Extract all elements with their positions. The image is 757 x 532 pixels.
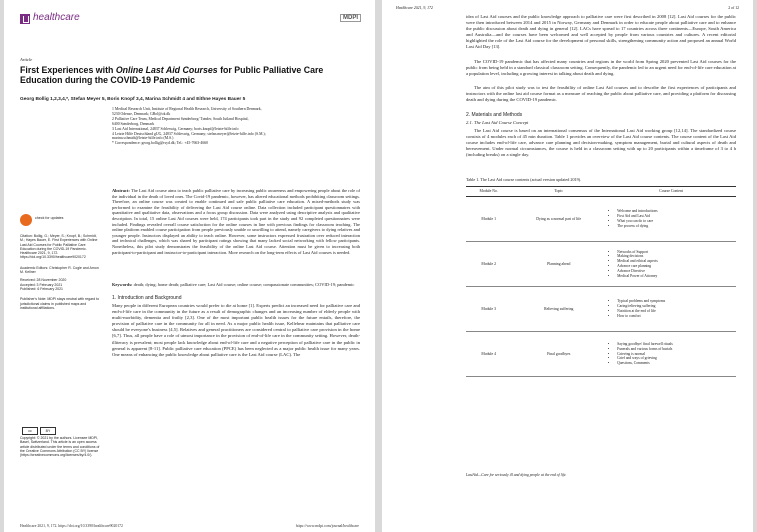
footer-doi[interactable]: Healthcare 2021, 9, 172. https://doi.org/10.3390/healthcare9020172 (20, 524, 123, 528)
citation: Citation: Bollig, G.; Meyer, S.; Knopf, B.; Schmidt, M.; Hayes Bauer, E. First Experiences with Online Last Aid Courses for Public Palliative Care Education during the COVID-19 Pandemic. Healthcare 2021, 9, 172. https://doi.org/10.3390/healthcare9020172 (20, 234, 98, 260)
abstract: Abstract: The Last Aid course aims to teach public palliative care by increasing public awareness and empowering people about the role of the individual in the death of loved ones. The Covid-19 pandemic, however, has altered educational methods prohibiting classroom settings. Therefore, an online course was created to enable continued and safe public palliative care education. A mixed-methods study was performed to examine the feasibility of delivering the Last Aid course online. Data collection included participant questionnaires with quantitative and qualitative data, observations and a focus group discussion. Data were analyzed using descriptive analysis and qualitative description. In total, 15 online Last Aid courses were held, 174 participants took part in the study and 92 completed questionnaires were included. Findings revealed overall course satisfaction for the online courses in line with previous findings for classroom teaching. The online platform enabled course participation from people previously unable or unwilling to attend, namely caregivers to dying relatives and younger people. Instructors displayed an ability to teach online. However, some instructors expressed frustration over reduced interaction and technical challenges, which was shared by participant ratings showing that many lacked social networking with fellow participants. Nonetheless, this pilot study demonstrates the feasibility of the online Last Aid course. Attention must be given to increasing both participant-to-participant and instructor-to-participant interaction. More research on the long-term effects of Last Aid courses is needed. (112, 188, 360, 255)
publisher-note: Publisher's Note: MDPI stays neutral with regard to jurisdictional claims in published maps and institutional affiliations. (20, 297, 100, 310)
concept-text: The Last Aid course is based on an international consensus of the International Last Aid working group [12,14]. The standardized course consists of 4 modules each of 45 min duration. Table 1 provides an overview of the Last Aid course contents. The course content of the Last Aid course includes end-of-life care, advance care planning and decision-making, symptom management, burial and cultural aspects of death and bereavement. Under normal circumstances, the course is held in a classroom setting with up to 20 participants within a timeframe of 3 to 4 h (including breaks) on a single day. (466, 128, 736, 158)
received-date: Received: 28 November 2020 (20, 278, 67, 283)
page-footer (20, 524, 359, 528)
col-header-module: Module No. (466, 187, 511, 197)
published-date: Published: 6 February 2021 (20, 286, 63, 291)
table-header-row (466, 187, 736, 197)
page-1 (4, 0, 375, 532)
article-title: First Experiences with Online Last Aid Courses for Public Palliative Care Education during the COVID-19 Pandemic (20, 65, 324, 86)
cc-icon: cc (22, 427, 38, 435)
col-header-content: Course Content (606, 187, 736, 197)
paragraph-3: The aim of this pilot study was to test the feasibility of online Last Aid courses and to describe the first experiences of participants and instructors with the online last aid course format as a measure of reaching the public about palliative care, and providing a platform for discussing death and dying during the COVID-19 pandemic. (466, 85, 736, 103)
table-row: Module 3 Relieving suffering • Typical problems and symptoms • Caring/relieving suffering • Nutrition at the end of life • How to comfort (466, 287, 736, 332)
license-badge[interactable] (22, 427, 56, 435)
table-row: Module 1 Dying as a normal part of life • Welcome and introductions • First Aid and Last Aid • What you can do to care • The process of dying (466, 197, 736, 242)
footer-url[interactable]: https://www.mdpi.com/journal/healthcare (295, 524, 359, 528)
journal-logo-icon (20, 14, 30, 24)
section-heading-intro: 1. Introduction and Background (112, 295, 182, 301)
check-updates-label[interactable]: check for updates (35, 216, 64, 220)
authors: Georg Bollig 1,2,3,4,*, Stefan Meyer 5, Boris Knopf 3,4, Marina Schmidt 4 and Eithne Hayes Bauer 5 (20, 97, 246, 102)
table-caption: Table 1. The Last Aid course contents (actual version updated 2019). (466, 177, 582, 182)
table-row: Module 4 Final goodbyes • Saying goodbye/ final farewell rituals • Funerals and various forms of burials • Grieving is normal • Grief and ways of grieving • Questions, Comments (466, 332, 736, 377)
running-head: Healthcare 2021, 9, 172 (396, 6, 433, 10)
check-updates-icon[interactable] (20, 214, 32, 226)
academic-editors: Academic Editors: Christopher R. Cogle and Arnon M. Kellner (20, 265, 99, 275)
intro-text: Many people in different European countries would prefer to die at home [1]. Experts predict an increased need for palliative care and end-of-life care in the community in the future as a result of demographic changes and an increasing number of elderly people with multi-morbidity, dementia and frailty [2,3]. One of the most important public health issues for the future entails, therefore, the provision of palliative care in the community for all in need. As a major public health issue, Kellehear maintains that palliative care should be everyone's business [4,5]. Relatives and general practitioners are considered central to palliative care provision in the home [6,7]. Thus, all people have a role of utmost importance in the provision of end-of-life care in the community setting. However, death-illiteracy is prevalent; most people lack knowledge about end-of-life care and a negative perception of palliative care in the public in general is apparent [8-11]. Public palliative care education (PPCE) has been neglected as a major public health issue for many years. One means of enhancing the public knowledge about palliative care is the Last Aid course (LAC). The (112, 303, 360, 357)
article-sidebar (20, 234, 100, 310)
paragraph-2: The COVID-19 pandemic that has affected many countries and regions in the world from Spring 2020 prevented Last Aid courses for the public from being held in a standard classical classroom setting. Consequently, the pandemic led to an urgent need for end-of-life care education at a population level, including a growing interest in talking about death and dying. (466, 59, 736, 77)
accepted-date: Accepted: 3 February 2021 (20, 282, 63, 287)
course-contents-table (466, 186, 736, 377)
journal-name: healthcare (33, 12, 80, 23)
keywords: Keywords: death; dying; home death; palliative care; Last Aid course; online course; compassionate communities; COVID-19; pandemic (112, 282, 355, 287)
paragraph-1: idea of Last Aid courses and the public knowledge approach to palliative care were first described in 2008 [12]. Last Aid courses for the public were then introduced between 2014 and 2015 in Norway, Germany and Denmark in order to educate people about palliative care and to enhance the public discussion about death and dying in general [12]. LACs have spread to 17 countries across three continents—Europe, South America and Australia—and the courses have been welcomed and well accepted by people from various countries and cultures. A recent editorial highlighted the role of the Last Aid course for the development of personal skills, strengthening community action and proposed an annual World Last Aid Day [13]. (466, 14, 736, 50)
publisher-logo: MDPI (340, 14, 361, 22)
article-type: Article (20, 57, 33, 62)
table-footnote: LastAid—Care for seriously ill and dying people at the end of life. (466, 473, 567, 477)
page-number: 2 of 12 (728, 6, 739, 10)
copyright: Copyright: © 2021 by the authors. Licensee MDPI, Basel, Switzerland. This article is an open access article distributed under the terms and conditions of the Creative Commons Attribution (CC BY) license (https://creativecommons.org/licenses/by/4.0/). (20, 436, 100, 458)
section-heading-methods: 2. Materials and Methods (466, 112, 523, 118)
subsection-heading-concept: 2.1. The Last Aid Course Concept (466, 120, 529, 125)
affiliations: 1 Medical Research Unit, Institute of Regional Health Research, University of Southern Denmark, 5230 Odense, Denmark; GBol@ok.dk 2 Palliative Care Team, Medical Department Sønderborg/ Tønder, South Jutland Hospital, 6400 Sønderborg, Denmark 3 Last Aid International, 24837 Schleswig, Germany; boris.knopf@letzte-hilfe.info 4 Letzte Hilfe Deutschland gUG, 24837 Schleswig, Germany; stefan.meyer@letzte-hilfe.info (S.M.); marina.schmidt@letzte-hilfe.info (M.S.) * Correspondence: georg.bollig@rsyd.dk; Tel.: +45-7663-4660 (112, 107, 266, 146)
page-2 (382, 0, 753, 532)
by-icon: BY (40, 427, 56, 435)
table-row: Module 2 Planning ahead • Networks of Support • Making decisions • Medical and ethical aspects • Advance care planning • Advance Directive • Medical Power of Attorney (466, 242, 736, 287)
running-header (396, 6, 739, 10)
col-header-topic: Topic (511, 187, 606, 197)
